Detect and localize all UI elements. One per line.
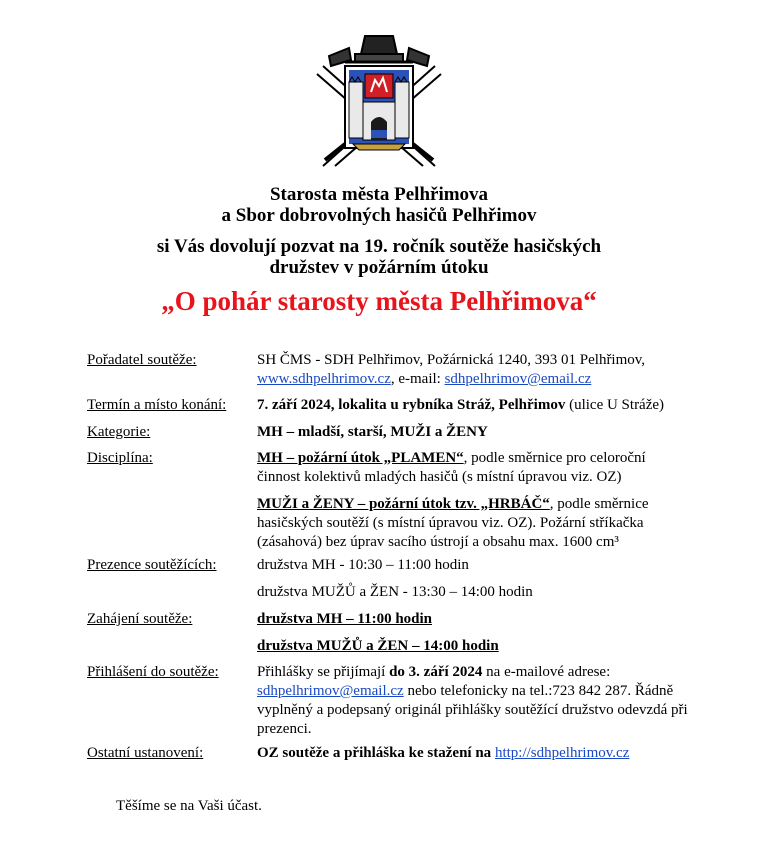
value-other (257, 744, 697, 763)
date-rest: (ulice U Stráže) (565, 397, 665, 413)
discipline-mh-bold: MH – požární útok „PLAMEN“ (257, 450, 464, 466)
label-discipline: Disciplína: (87, 450, 153, 466)
label-category: Kategorie: (87, 424, 151, 440)
date-bold: 7. září 2024, lokalita u rybníka Stráž, Pelhřimov (257, 397, 566, 413)
header-line-3: si Vás dovolují pozvat na 19. ročník soutěže hasičských (156, 236, 602, 257)
discipline-men-rest: , podle směrnice hasičských soutěží (s místní úpravou viz. OZ). Požární stříkačka (zásahová) bez úprav sacího ústrojí a obsahu max. 1600 cm³ (257, 496, 649, 550)
header-line-1: Starosta města Pelhřimova (269, 184, 489, 205)
signup-deadline: do 3. září 2024 (389, 664, 483, 680)
discipline-men-bold: MUŽI a ŽENY – požární útok tzv. „HRBÁČ“ (257, 496, 550, 512)
label-signup: Přihlášení do soutěže: (87, 664, 219, 680)
label-date: Termín a místo konání: (87, 397, 227, 413)
start-line-1: družstva MH – 11:00 hodin (257, 611, 433, 627)
label-other: Ostatní ustanovení: (87, 745, 204, 761)
label-registration: Prezence soutěžících: (87, 557, 217, 573)
closing-text: Těšíme se na Vaši účast. (116, 798, 262, 814)
event-title: „O pohár starosty města Pelhřimova“ (161, 286, 597, 316)
web-link[interactable]: www.sdhpelhrimov.cz (257, 371, 391, 387)
label-start: Zahájení soutěže: (87, 611, 193, 627)
email-link[interactable]: sdhpelhrimov@email.cz (444, 371, 592, 387)
value-date (257, 396, 697, 415)
registration-line-1: družstva MH - 10:30 – 11:00 hodin (257, 557, 469, 573)
value-signup (257, 663, 689, 739)
discipline-mh-rest: , podle směrnice pro celoroční činnost kolektivů mladých hasičů (s místní úpravou viz. OZ) (257, 450, 646, 485)
value-organizer (257, 351, 697, 389)
header-line-2: a Sbor dobrovolných hasičů Pelhřimov (221, 205, 537, 226)
value-start (257, 610, 697, 656)
other-bold: OZ soutěže a přihláška ke stažení na (257, 745, 495, 761)
download-link[interactable]: http://sdhpelhrimov.cz (494, 745, 630, 761)
email-prefix: , e-mail: (390, 371, 445, 387)
start-line-2: družstva MUŽŮ a ŽEN – 14:00 hodin (257, 638, 499, 654)
value-registration (257, 556, 697, 602)
label-organizer: Pořadatel soutěže: (87, 352, 197, 368)
signup-text-1-rest: na e-mailové adrese: (482, 664, 611, 680)
organizer-text: SH ČMS - SDH Pelhřimov, Požárnická 1240, 393 01 Pelhřimov, (257, 352, 646, 368)
value-discipline (257, 449, 687, 552)
signup-text-1: Přihlášky se přijímají (257, 664, 390, 680)
fire-brigade-emblem (305, 26, 453, 176)
signup-email-link[interactable]: sdhpelhrimov@email.cz (257, 683, 404, 699)
header-line-4: družstev v požárním útoku (269, 257, 489, 278)
value-category: MH – mladší, starší, MUŽI a ŽENY (257, 424, 488, 440)
signup-text-2: nebo telefonicky na tel.:723 842 287. Řádně vyplněný a podepsaný originál přihlášky soutěžící družstvo odevzdá při prezenci. (257, 683, 688, 737)
registration-line-2: družstva MUŽŮ a ŽEN - 13:30 – 14:00 hodin (257, 584, 533, 600)
